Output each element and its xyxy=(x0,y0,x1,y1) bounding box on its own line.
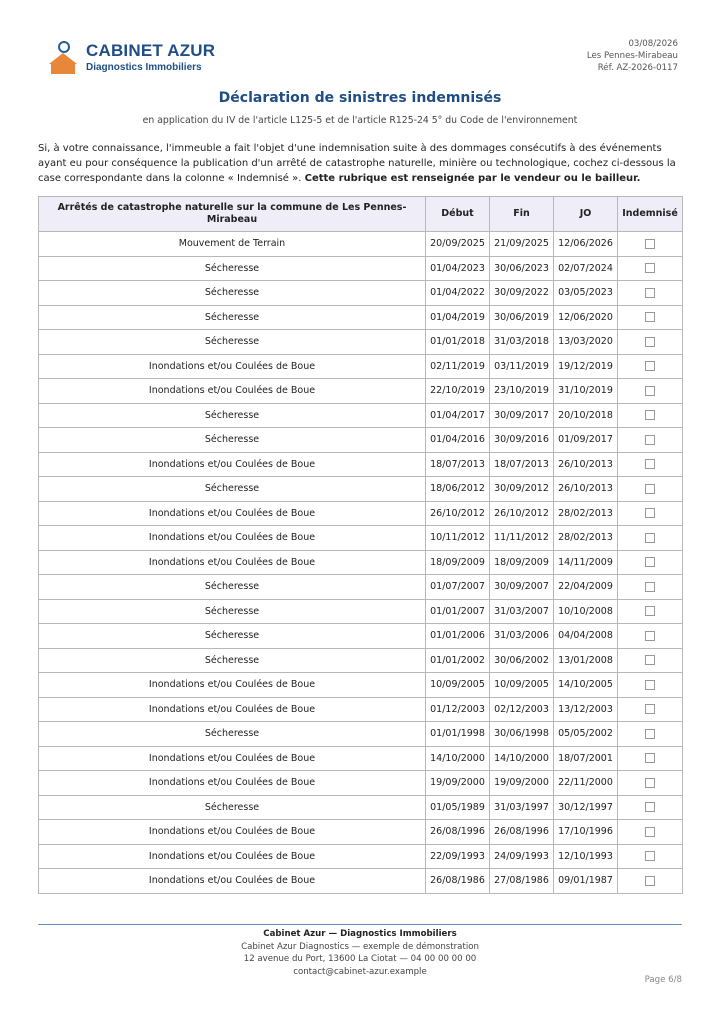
indemnified-checkbox[interactable] xyxy=(645,410,655,420)
cell-indemnified xyxy=(618,477,683,502)
cell-event: Inondations et/ou Coulées de Boue xyxy=(39,673,426,698)
cell-indemnified xyxy=(618,844,683,869)
cell-event: Sécheresse xyxy=(39,403,426,428)
cell-indemnified xyxy=(618,354,683,379)
indemnified-checkbox[interactable] xyxy=(645,386,655,396)
cell-start: 01/04/2016 xyxy=(426,428,490,453)
cell-end: 10/09/2005 xyxy=(490,673,554,698)
intro-text: Si, à votre connaissance, l'immeuble a fait l'objet d'une indemnisation suite à des dommages consécutifs à des événements ayant eu pour conséquence la publication d'un arrêté de catastrophe naturelle, minière ou technologique, cochez ci-dessous la case correspondante dans la colonne « Indemnisé ». xyxy=(38,143,676,184)
table-row xyxy=(39,526,683,551)
cell-indemnified xyxy=(618,624,683,649)
header-indemnified: Indemnisé xyxy=(618,197,683,232)
cell-start: 26/08/1996 xyxy=(426,820,490,845)
document-reference: Réf. AZ-2026-0117 xyxy=(597,63,678,73)
cell-indemnified xyxy=(618,501,683,526)
indemnified-checkbox[interactable] xyxy=(645,876,655,886)
indemnified-checkbox[interactable] xyxy=(645,337,655,347)
cell-end: 30/09/2007 xyxy=(490,575,554,600)
cell-end: 30/06/1998 xyxy=(490,722,554,747)
cell-jo: 18/07/2001 xyxy=(554,746,618,771)
indemnified-checkbox[interactable] xyxy=(645,263,655,273)
footer-title: Cabinet Azur — Diagnostics Immobiliers xyxy=(263,929,457,939)
indemnified-checkbox[interactable] xyxy=(645,239,655,249)
table-row xyxy=(39,452,683,477)
cell-start: 01/04/2019 xyxy=(426,305,490,330)
cell-indemnified xyxy=(618,648,683,673)
cell-end: 23/10/2019 xyxy=(490,379,554,404)
table-row xyxy=(39,354,683,379)
cell-jo: 13/03/2020 xyxy=(554,330,618,355)
page-footer xyxy=(0,928,720,978)
cell-jo: 05/05/2002 xyxy=(554,722,618,747)
cell-event: Sécheresse xyxy=(39,305,426,330)
cell-end: 30/06/2023 xyxy=(490,256,554,281)
cell-end: 02/12/2003 xyxy=(490,697,554,722)
cell-end: 18/09/2009 xyxy=(490,550,554,575)
table-row xyxy=(39,428,683,453)
cell-indemnified xyxy=(618,697,683,722)
indemnified-checkbox[interactable] xyxy=(645,288,655,298)
cell-event: Inondations et/ou Coulées de Boue xyxy=(39,844,426,869)
cell-event: Sécheresse xyxy=(39,281,426,306)
cell-event: Sécheresse xyxy=(39,477,426,502)
cell-jo: 14/11/2009 xyxy=(554,550,618,575)
page-subtitle: en application du IV de l'article L125-5 et de l'article R125-24 5° du Code de l'environnement xyxy=(142,115,578,126)
indemnified-checkbox[interactable] xyxy=(645,631,655,641)
cell-indemnified xyxy=(618,771,683,796)
footer-divider xyxy=(38,924,682,925)
cell-start: 10/09/2005 xyxy=(426,673,490,698)
cell-indemnified xyxy=(618,379,683,404)
cell-start: 01/07/2007 xyxy=(426,575,490,600)
cell-indemnified xyxy=(618,722,683,747)
cell-indemnified xyxy=(618,305,683,330)
cell-start: 20/09/2025 xyxy=(426,232,490,257)
cell-end: 30/06/2002 xyxy=(490,648,554,673)
cell-end: 18/07/2013 xyxy=(490,452,554,477)
cell-jo: 12/06/2020 xyxy=(554,305,618,330)
page-number: Page 6/8 xyxy=(644,975,682,985)
cell-start: 01/01/2007 xyxy=(426,599,490,624)
cell-indemnified xyxy=(618,256,683,281)
cell-start: 18/06/2012 xyxy=(426,477,490,502)
cell-jo: 14/10/2005 xyxy=(554,673,618,698)
intro-paragraph xyxy=(38,141,684,186)
header-event: Arrêtés de catastrophe naturelle sur la commune de Les Pennes-Mirabeau xyxy=(39,197,426,232)
cell-indemnified xyxy=(618,452,683,477)
table-row xyxy=(39,232,683,257)
table-row xyxy=(39,477,683,502)
indemnified-checkbox[interactable] xyxy=(645,827,655,837)
cell-end: 26/10/2012 xyxy=(490,501,554,526)
cell-jo: 03/05/2023 xyxy=(554,281,618,306)
cell-start: 01/04/2022 xyxy=(426,281,490,306)
cell-event: Inondations et/ou Coulées de Boue xyxy=(39,452,426,477)
cell-indemnified xyxy=(618,575,683,600)
page-header xyxy=(0,0,720,90)
table-row xyxy=(39,305,683,330)
cell-jo: 26/10/2013 xyxy=(554,452,618,477)
table-row xyxy=(39,722,683,747)
indemnified-checkbox[interactable] xyxy=(645,753,655,763)
cell-start: 26/10/2012 xyxy=(426,501,490,526)
cell-start: 19/09/2000 xyxy=(426,771,490,796)
table-row xyxy=(39,869,683,894)
header-jo: JO xyxy=(554,197,618,232)
brand-tagline: Diagnostics Immobiliers xyxy=(86,62,202,73)
cell-end: 26/08/1996 xyxy=(490,820,554,845)
cell-start: 26/08/1986 xyxy=(426,869,490,894)
cell-jo: 22/04/2009 xyxy=(554,575,618,600)
indemnified-checkbox[interactable] xyxy=(645,459,655,469)
indemnified-checkbox[interactable] xyxy=(645,778,655,788)
cell-event: Sécheresse xyxy=(39,648,426,673)
cell-end: 30/09/2022 xyxy=(490,281,554,306)
cell-jo: 17/10/1996 xyxy=(554,820,618,845)
table-row xyxy=(39,624,683,649)
table-row xyxy=(39,550,683,575)
cell-event: Inondations et/ou Coulées de Boue xyxy=(39,697,426,722)
cell-event: Sécheresse xyxy=(39,330,426,355)
cell-indemnified xyxy=(618,599,683,624)
cell-jo: 20/10/2018 xyxy=(554,403,618,428)
cell-end: 31/03/2007 xyxy=(490,599,554,624)
cell-start: 01/01/1998 xyxy=(426,722,490,747)
cell-indemnified xyxy=(618,526,683,551)
indemnified-checkbox[interactable] xyxy=(645,312,655,322)
cell-jo: 26/10/2013 xyxy=(554,477,618,502)
cell-end: 19/09/2000 xyxy=(490,771,554,796)
page-title: Déclaration de sinistres indemnisés xyxy=(218,90,502,106)
cell-indemnified xyxy=(618,403,683,428)
cell-start: 14/10/2000 xyxy=(426,746,490,771)
cell-indemnified xyxy=(618,869,683,894)
claims-table xyxy=(38,196,683,894)
table-row xyxy=(39,697,683,722)
cell-end: 14/10/2000 xyxy=(490,746,554,771)
indemnified-checkbox[interactable] xyxy=(645,680,655,690)
document-date: 03/08/2026 xyxy=(628,39,678,49)
table-row xyxy=(39,599,683,624)
cell-event: Sécheresse xyxy=(39,722,426,747)
cell-jo: 12/06/2026 xyxy=(554,232,618,257)
cell-start: 18/09/2009 xyxy=(426,550,490,575)
cell-jo: 04/04/2008 xyxy=(554,624,618,649)
indemnified-checkbox[interactable] xyxy=(645,582,655,592)
cell-start: 01/01/2002 xyxy=(426,648,490,673)
header-end: Fin xyxy=(490,197,554,232)
table-row xyxy=(39,795,683,820)
document-meta xyxy=(587,38,678,74)
cell-indemnified xyxy=(618,673,683,698)
footer-email: contact@cabinet-azur.example xyxy=(293,966,427,977)
cell-end: 24/09/1993 xyxy=(490,844,554,869)
cell-start: 01/01/2006 xyxy=(426,624,490,649)
table-row xyxy=(39,746,683,771)
table-row xyxy=(39,256,683,281)
cell-indemnified xyxy=(618,232,683,257)
cell-indemnified xyxy=(618,428,683,453)
cell-jo: 19/12/2019 xyxy=(554,354,618,379)
header-start: Début xyxy=(426,197,490,232)
cell-end: 27/08/1986 xyxy=(490,869,554,894)
cell-event: Sécheresse xyxy=(39,575,426,600)
cell-event: Sécheresse xyxy=(39,428,426,453)
table-row xyxy=(39,330,683,355)
table-row xyxy=(39,501,683,526)
indemnified-checkbox[interactable] xyxy=(645,435,655,445)
cell-end: 31/03/1997 xyxy=(490,795,554,820)
indemnified-checkbox[interactable] xyxy=(645,508,655,518)
cell-jo: 30/12/1997 xyxy=(554,795,618,820)
cell-end: 21/09/2025 xyxy=(490,232,554,257)
indemnified-checkbox[interactable] xyxy=(645,361,655,371)
indemnified-checkbox[interactable] xyxy=(645,851,655,861)
cell-end: 30/09/2012 xyxy=(490,477,554,502)
brand-block xyxy=(86,42,215,74)
cell-event: Inondations et/ou Coulées de Boue xyxy=(39,869,426,894)
cell-indemnified xyxy=(618,820,683,845)
cell-event: Sécheresse xyxy=(39,624,426,649)
cell-jo: 22/11/2000 xyxy=(554,771,618,796)
cell-indemnified xyxy=(618,281,683,306)
cell-start: 01/12/2003 xyxy=(426,697,490,722)
indemnified-checkbox[interactable] xyxy=(645,802,655,812)
cell-end: 11/11/2012 xyxy=(490,526,554,551)
cell-start: 22/09/1993 xyxy=(426,844,490,869)
table-row xyxy=(39,771,683,796)
brand-name: CABINET AZUR xyxy=(86,41,216,60)
cell-start: 01/01/2018 xyxy=(426,330,490,355)
cell-end: 30/06/2019 xyxy=(490,305,554,330)
indemnified-checkbox[interactable] xyxy=(645,655,655,665)
intro-bold-note: Cette rubrique est renseignée par le vendeur ou le bailleur. xyxy=(304,173,641,184)
footer-line-1: Cabinet Azur Diagnostics — exemple de démonstration xyxy=(241,941,479,952)
indemnified-checkbox[interactable] xyxy=(645,606,655,616)
table-row xyxy=(39,820,683,845)
indemnified-checkbox[interactable] xyxy=(645,557,655,567)
table-row xyxy=(39,673,683,698)
cell-jo: 28/02/2013 xyxy=(554,501,618,526)
cell-indemnified xyxy=(618,795,683,820)
cell-jo: 31/10/2019 xyxy=(554,379,618,404)
cell-start: 01/04/2023 xyxy=(426,256,490,281)
indemnified-checkbox[interactable] xyxy=(645,729,655,739)
indemnified-checkbox[interactable] xyxy=(645,484,655,494)
cell-jo: 13/01/2008 xyxy=(554,648,618,673)
table-row xyxy=(39,281,683,306)
cell-indemnified xyxy=(618,550,683,575)
cell-jo: 13/12/2003 xyxy=(554,697,618,722)
house-logo-icon xyxy=(48,38,80,76)
cell-end: 31/03/2006 xyxy=(490,624,554,649)
table-header-row xyxy=(39,197,683,232)
cell-event: Inondations et/ou Coulées de Boue xyxy=(39,379,426,404)
cell-jo: 12/10/1993 xyxy=(554,844,618,869)
cell-start: 22/10/2019 xyxy=(426,379,490,404)
cell-event: Sécheresse xyxy=(39,795,426,820)
cell-jo: 02/07/2024 xyxy=(554,256,618,281)
cell-event: Sécheresse xyxy=(39,599,426,624)
cell-event: Mouvement de Terrain xyxy=(39,232,426,257)
cell-jo: 01/09/2017 xyxy=(554,428,618,453)
table-row xyxy=(39,648,683,673)
cell-start: 01/04/2017 xyxy=(426,403,490,428)
indemnified-checkbox[interactable] xyxy=(645,533,655,543)
cell-end: 30/09/2016 xyxy=(490,428,554,453)
cell-indemnified xyxy=(618,330,683,355)
cell-event: Inondations et/ou Coulées de Boue xyxy=(39,771,426,796)
cell-start: 10/11/2012 xyxy=(426,526,490,551)
cell-end: 03/11/2019 xyxy=(490,354,554,379)
footer-line-2: 12 avenue du Port, 13600 La Ciotat — 04 00 00 00 00 xyxy=(243,954,477,964)
cell-jo: 10/10/2008 xyxy=(554,599,618,624)
table-row xyxy=(39,844,683,869)
cell-indemnified xyxy=(618,746,683,771)
table-row xyxy=(39,379,683,404)
cell-event: Inondations et/ou Coulées de Boue xyxy=(39,746,426,771)
cell-event: Sécheresse xyxy=(39,256,426,281)
cell-event: Inondations et/ou Coulées de Boue xyxy=(39,354,426,379)
cell-end: 30/09/2017 xyxy=(490,403,554,428)
cell-event: Inondations et/ou Coulées de Boue xyxy=(39,526,426,551)
cell-start: 01/05/1989 xyxy=(426,795,490,820)
cell-event: Inondations et/ou Coulées de Boue xyxy=(39,501,426,526)
cell-jo: 28/02/2013 xyxy=(554,526,618,551)
cell-end: 31/03/2018 xyxy=(490,330,554,355)
indemnified-checkbox[interactable] xyxy=(645,704,655,714)
cell-start: 18/07/2013 xyxy=(426,452,490,477)
cell-event: Inondations et/ou Coulées de Boue xyxy=(39,820,426,845)
cell-start: 02/11/2019 xyxy=(426,354,490,379)
cell-jo: 09/01/1987 xyxy=(554,869,618,894)
table-body xyxy=(39,232,683,894)
cell-event: Inondations et/ou Coulées de Boue xyxy=(39,550,426,575)
table-row xyxy=(39,403,683,428)
document-location: Les Pennes-Mirabeau xyxy=(586,51,678,61)
table-row xyxy=(39,575,683,600)
